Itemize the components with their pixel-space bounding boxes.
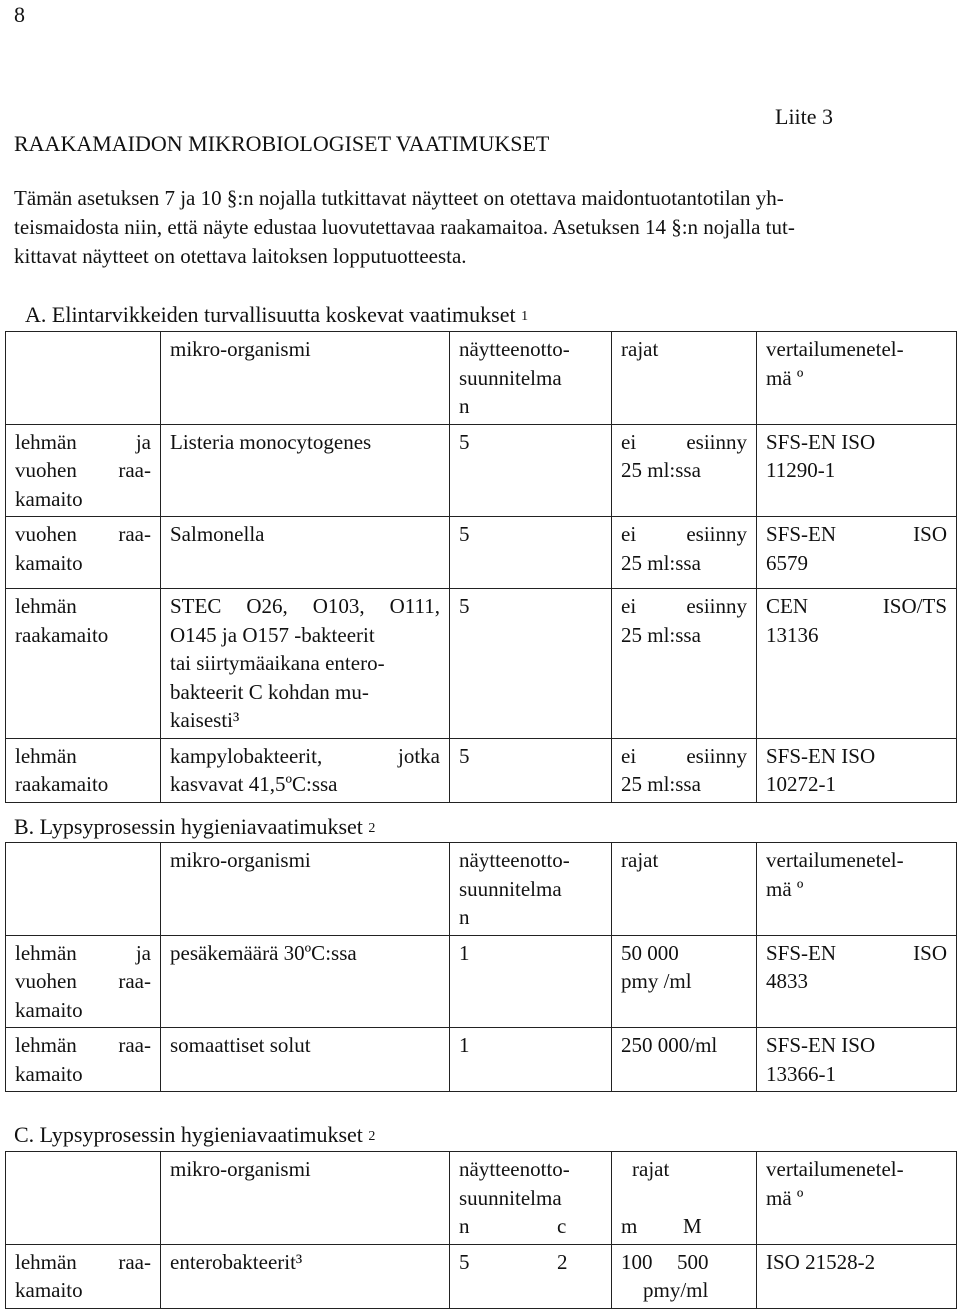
n-cell: 1 xyxy=(450,935,612,1028)
section-a-heading xyxy=(25,302,528,328)
limit-cell: ei esiinny 25 ml:ssa xyxy=(612,738,757,802)
page-title: RAAKAMAIDON MIKROBIOLOGISET VAATIMUKSET xyxy=(14,131,550,156)
method-cell: ISO 21528-2 xyxy=(757,1244,957,1308)
limit-cell: 100 500 pmy/ml xyxy=(612,1244,757,1308)
table-row xyxy=(6,517,957,589)
method-cell: SFS-EN ISO 10272-1 xyxy=(757,738,957,802)
n-cell: 5 xyxy=(450,589,612,739)
product-cell: vuohen raa- kamaito xyxy=(6,517,161,589)
method-cell: SFS-EN ISO 11290-1 xyxy=(757,424,957,517)
table-row xyxy=(6,1028,957,1092)
header-organism: mikro-organismi xyxy=(161,1152,450,1245)
section-c-heading xyxy=(14,1122,375,1148)
n-cell: 5 xyxy=(450,517,612,589)
method-cell: CEN ISO/TS 13136 xyxy=(757,589,957,739)
page-number: 8 xyxy=(14,2,25,27)
table-row xyxy=(6,1244,957,1308)
limit-cell: ei esiinny 25 ml:ssa xyxy=(612,424,757,517)
n-cell: 5 xyxy=(450,738,612,802)
header-organism: mikro-organismi xyxy=(161,843,450,936)
organism-cell: Salmonella xyxy=(161,517,450,589)
header-method: vertailumenetel- mä º xyxy=(757,332,957,425)
product-cell: lehmän ja vuohen raa- kamaito xyxy=(6,424,161,517)
footnote-marker: 2 xyxy=(368,1129,376,1144)
organism-cell: pesäkemäärä 30ºC:ssa xyxy=(161,935,450,1028)
table-row xyxy=(6,935,957,1028)
organism-cell: somaattiset solut xyxy=(161,1028,450,1092)
table-b xyxy=(5,842,957,1092)
intro-paragraph xyxy=(14,184,944,271)
organism-cell: STEC O26, O103, O111, O145 ja O157 -bakteerit tai siirtymäaikana entero- bakteerit C kohdan mu- kaisesti³ xyxy=(161,589,450,739)
method-cell: SFS-EN ISO 13366-1 xyxy=(757,1028,957,1092)
n-cell: 1 xyxy=(450,1028,612,1092)
header-organism: mikro-organismi xyxy=(161,332,450,425)
table-row xyxy=(6,424,957,517)
header-plan: näytteenotto- suunnitelma n xyxy=(450,843,612,936)
table-row xyxy=(6,589,957,739)
limit-cell: 50 000 pmy /ml xyxy=(612,935,757,1028)
table-row xyxy=(6,738,957,802)
section-b-heading xyxy=(14,814,375,840)
header-limits: rajat m M xyxy=(612,1152,757,1245)
n-cell: 5 xyxy=(450,424,612,517)
section-b-heading-text: B. Lypsyprosessin hygieniavaatimukset xyxy=(14,814,363,839)
product-cell: lehmän raakamaito xyxy=(6,589,161,739)
organism-cell: enterobakteerit³ xyxy=(161,1244,450,1308)
header-method: vertailumenetel- mä º xyxy=(757,1152,957,1245)
limit-cell: 250 000/ml xyxy=(612,1028,757,1092)
product-cell: lehmän raa- kamaito xyxy=(6,1244,161,1308)
table-a-header xyxy=(6,332,957,425)
product-cell: lehmän ja vuohen raa- kamaito xyxy=(6,935,161,1028)
intro-line: kittavat näytteet on otettava laitoksen lopputuotteesta. xyxy=(14,244,467,268)
table-a xyxy=(5,331,957,803)
organism-cell: Listeria monocytogenes xyxy=(161,424,450,517)
product-cell: lehmän raakamaito xyxy=(6,738,161,802)
limit-cell: ei esiinny 25 ml:ssa xyxy=(612,589,757,739)
header-limits: rajat xyxy=(612,332,757,425)
header-plan: näytteenotto- suunnitelma n c xyxy=(450,1152,612,1245)
table-c-header xyxy=(6,1152,957,1245)
footnote-marker: 1 xyxy=(521,309,529,324)
header-plan: näytteenotto- suunnitelma n xyxy=(450,332,612,425)
table-c xyxy=(5,1151,957,1309)
table-b-header xyxy=(6,843,957,936)
plan-cell: 5 2 xyxy=(450,1244,612,1308)
intro-line: teismaidosta niin, että näyte edustaa luovutettavaa raakamaitoa. Asetuksen 14 §:n nojalla tut- xyxy=(14,215,795,239)
limit-cell: ei esiinny 25 ml:ssa xyxy=(612,517,757,589)
section-c-heading-text: C. Lypsyprosessin hygieniavaatimukset xyxy=(14,1122,363,1147)
footnote-marker: 2 xyxy=(368,821,376,836)
intro-line: Tämän asetuksen 7 ja 10 §:n nojalla tutkittavat näytteet on otettava maidontuotantotilan yh- xyxy=(14,186,784,210)
method-cell: SFS-EN ISO 6579 xyxy=(757,517,957,589)
section-a-heading-text: A. Elintarvikkeiden turvallisuutta koskevat vaatimukset xyxy=(25,302,516,327)
header-method: vertailumenetel- mä º xyxy=(757,843,957,936)
header-limits: rajat xyxy=(612,843,757,936)
appendix-label: Liite 3 xyxy=(775,104,834,129)
product-cell: lehmän raa- kamaito xyxy=(6,1028,161,1092)
organism-cell: kampylobakteerit, jotka kasvavat 41,5ºC:ssa xyxy=(161,738,450,802)
method-cell: SFS-EN ISO 4833 xyxy=(757,935,957,1028)
